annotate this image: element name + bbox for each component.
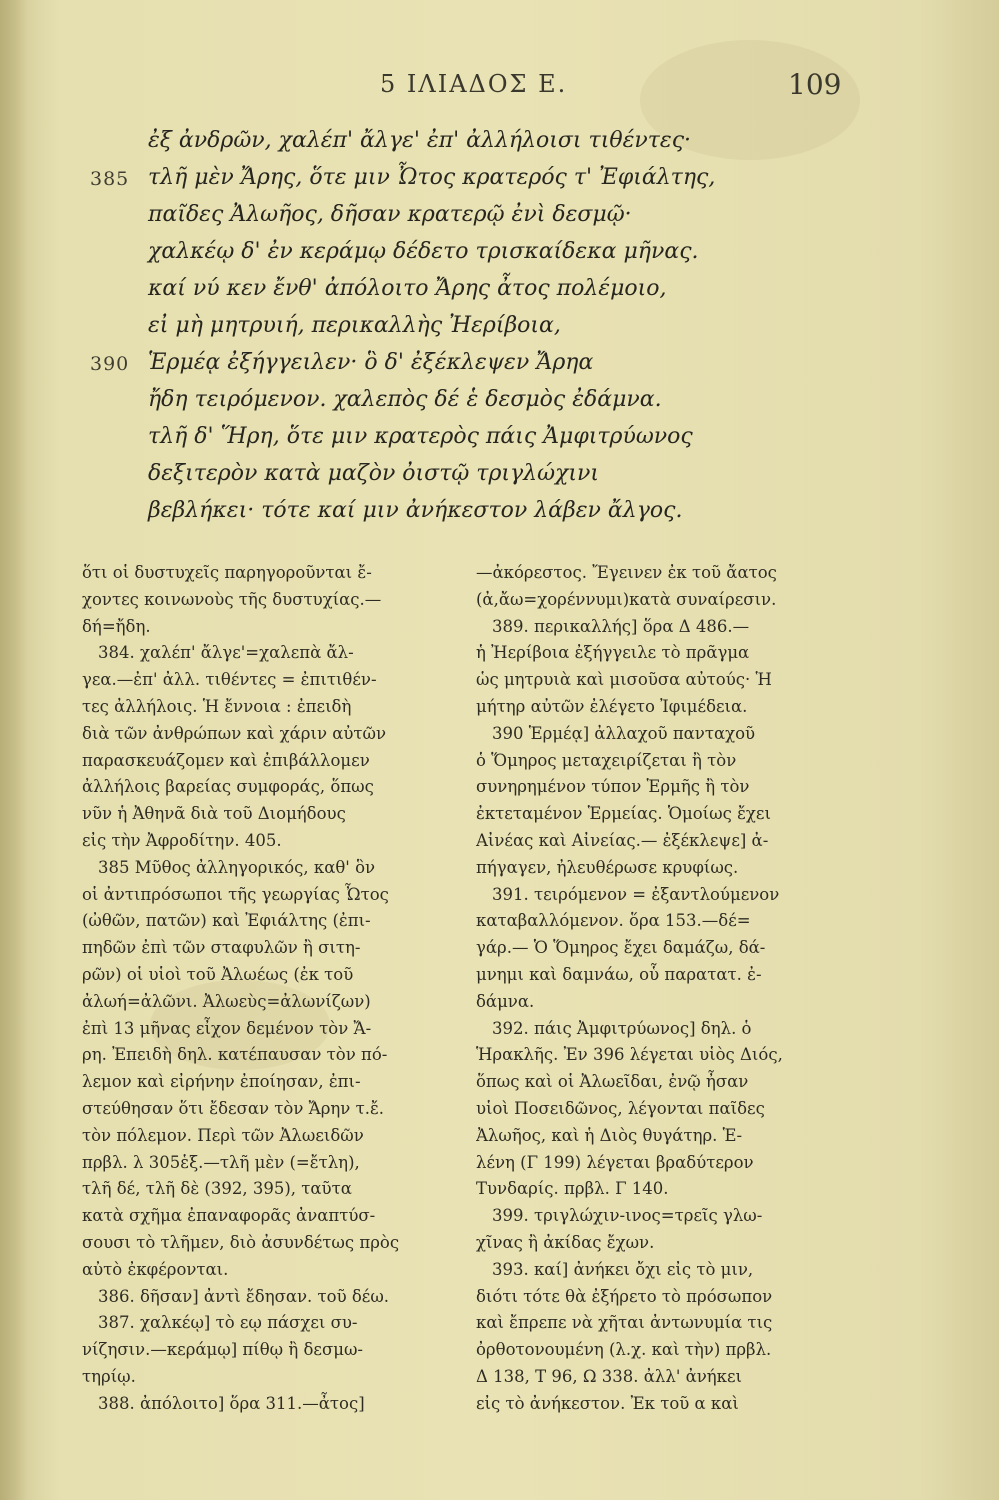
commentary-line: καὶ ἔπρεπε νὰ χῆται ἀντωνυμία τις: [476, 1313, 773, 1333]
commentary-line: 389. περικαλλής] ὅρα Δ 486.—: [492, 616, 750, 636]
commentary-line: ἐπὶ 13 μῆνας εἶχον δεμένον τὸν Ἄ-: [82, 1018, 372, 1038]
commentary-line: Ἀλωῆος, καὶ ἡ Διὸς θυγάτηρ. Ἑ-: [476, 1125, 743, 1145]
verse-block: [90, 128, 850, 535]
page-spine-shadow: [0, 0, 28, 1500]
commentary-line: ἡ Ἠερίβοια ἐξήγγειλε τὸ πρᾶγμα: [476, 643, 750, 663]
commentary-line: ρῶν) οἱ υἱοὶ τοῦ Ἀλωέως (ἐκ τοῦ: [82, 964, 354, 984]
verse-text: παῖδες Ἀλωῆος, δῆσαν κρατερῷ ἐνὶ δεσμῷ·: [148, 202, 632, 227]
commentary-line: (ἀ,ἄω=χορέννυμι)κατὰ συναίρεσιν.: [476, 589, 777, 609]
commentary-line: παρασκευάζομεν καὶ ἐπιβάλλομεν: [82, 750, 370, 770]
commentary-line: τὸν πόλεμον. Περὶ τῶν Ἀλωειδῶν: [82, 1125, 364, 1145]
commentary-line: χῖνας ἢ ἀκίδας ἔχων.: [476, 1232, 655, 1252]
commentary-line: πήγαγεν, ἠλευθέρωσε κρυφίως.: [476, 857, 739, 877]
verse-line: [90, 313, 850, 350]
commentary-line: ὅτι οἱ δυστυχεῖς παρηγοροῦνται ἔ-: [82, 563, 372, 582]
verse-line: [90, 350, 850, 387]
commentary-line: 384. χαλέπ' ἄλγε'=χαλεπὰ ἄλ-: [98, 643, 354, 663]
verse-line: [90, 276, 850, 313]
verse-line: [90, 128, 850, 165]
commentary-line: ὅπως καὶ οἱ Ἀλωεῖδαι, ἐνῷ ἦσαν: [476, 1072, 749, 1092]
page-number: 109: [788, 68, 842, 101]
verse-line: [90, 165, 850, 202]
commentary-line: διὰ τῶν ἀνθρώπων καὶ χάριν αὐτῶν: [82, 723, 387, 743]
commentary-line: ὡς μητρυιὰ καὶ μισοῦσα αὐτούς· Ἡ: [476, 670, 772, 690]
commentary-line: μνημι καὶ δαμνάω, οὗ παρατατ. ἐ-: [476, 964, 762, 984]
verse-line: [90, 424, 850, 461]
commentary-line: εἰς τὸ ἀνήκεστον. Ἐκ τοῦ α καὶ: [476, 1393, 739, 1413]
verse-line: [90, 498, 850, 535]
verse-number: 390: [90, 353, 130, 375]
verse-text: τλῆ δ' Ἥρη, ὅτε μιν κρατερὸς πάις Ἀμφιτρύωνος: [148, 424, 693, 449]
commentary-line: κατὰ σχῆμα ἐπαναφορᾶς ἀναπτύσ-: [82, 1206, 376, 1226]
commentary-line: πηδῶν ἐπὶ τῶν σταφυλῶν ἢ σιτη-: [82, 938, 361, 958]
commentary-left-column: [82, 560, 480, 1418]
verse-line: [90, 202, 850, 239]
commentary-line: 392. πάις Ἀμφιτρύωνος] δηλ. ὁ: [492, 1018, 752, 1038]
commentary-line: λεμον καὶ εἰρήνην ἐποίησαν, ἐπι-: [82, 1072, 361, 1092]
verse-text: καί νύ κεν ἔνθ' ἀπόλοιτο Ἄρης ἆτος πολέμοιο,: [148, 276, 667, 301]
commentary-line: 399. τριγλώχιν-ινος=τρεῖς γλω-: [492, 1206, 763, 1226]
verse-text: χαλκέῳ δ' ἐν κεράμῳ δέδετο τρισκαίδεκα μῆνας.: [148, 239, 699, 264]
commentary-line: καταβαλλόμενον. ὅρα 153.—δέ=: [476, 911, 751, 931]
commentary-line: οἱ ἀντιπρόσωποι τῆς γεωργίας Ὦτος: [82, 884, 389, 904]
verse-text: Ἑρμέᾳ ἐξήγγειλεν· ὃ δ' ἐξέκλεψεν Ἄρηα: [148, 350, 594, 375]
verse-number: 385: [90, 168, 130, 190]
commentary-line: μήτηρ αὐτῶν ἐλέγετο Ἰφιμέδεια.: [476, 696, 748, 716]
commentary-line: διότι τότε θὰ ἐξήρετο τὸ πρόσωπον: [476, 1286, 773, 1306]
verse-text: ἐξ ἀνδρῶν, χαλέπ' ἄλγε' ἐπ' ἀλλήλοισι τιθέντες·: [148, 128, 692, 153]
verse-text: ἤδη τειρόμενον. χαλεπὸς δέ ἑ δεσμὸς ἐδάμνα.: [148, 387, 662, 412]
commentary-line: ὁ Ὅμηρος μεταχειρίζεται ἢ τὸν: [476, 750, 737, 770]
commentary-line: δάμνα.: [476, 991, 535, 1011]
page-header: [0, 70, 999, 106]
commentary-line: τηρίῳ.: [82, 1366, 136, 1386]
commentary-line: πρβλ. λ 305ἑξ.—τλῆ μὲν (=ἔτλη),: [82, 1152, 360, 1172]
verse-line: [90, 239, 850, 276]
commentary-line: ἐκτεταμένον Ἑρμείας. Ὁμοίως ἔχει: [476, 804, 771, 824]
commentary-line: σουσι τὸ τλῆμεν, διὸ ἀσυνδέτως πρὸς: [82, 1232, 400, 1252]
verse-text: τλῆ μὲν Ἄρης, ὅτε μιν Ὦτος κρατερός τ' Ἐφιάλτης,: [148, 165, 716, 190]
commentary-right-column: [476, 560, 874, 1418]
commentary-line: Ἡρακλῆς. Ἐν 396 λέγεται υἱὸς Διός,: [476, 1045, 783, 1065]
commentary-line: 388. ἀπόλοιτο] ὅρα 311.—ἆτος]: [98, 1393, 365, 1413]
verse-text: εἰ μὴ μητρυιή, περικαλλὴς Ἠερίβοια,: [148, 313, 561, 338]
commentary-line: στεύθησαν ὅτι ἔδεσαν τὸν Ἄρην τ.ἔ.: [82, 1098, 385, 1118]
commentary-line: χοντες κοινωνοὺς τῆς δυστυχίας.—: [82, 589, 382, 609]
commentary-line: (ὠθῶν, πατῶν) καὶ Ἐφιάλτης (ἐπι-: [82, 911, 371, 931]
commentary-line: 390 Ἑρμέᾳ] ἀλλαχοῦ πανταχοῦ: [492, 723, 756, 743]
commentary-line: εἰς τὴν Ἀφροδίτην. 405.: [82, 830, 282, 850]
commentary-line: Αἰνέας καὶ Αἰνείας.— ἐξέκλεψε] ἀ-: [476, 830, 769, 850]
commentary-line: υἱοὶ Ποσειδῶνος, λέγονται παῖδες: [476, 1098, 765, 1118]
commentary-line: ρη. Ἐπειδὴ δηλ. κατέπαυσαν τὸν πό-: [82, 1045, 388, 1065]
commentary-line: συνηρημένον τύπον Ἑρμῆς ἢ τὸν: [476, 777, 750, 797]
verse-text: βεβλήκει· τότε καί μιν ἀνήκεστον λάβεν ἄλγος.: [148, 498, 683, 523]
commentary-line: 387. χαλκέῳ] τὸ εῳ πάσχει συ-: [98, 1313, 358, 1333]
commentary-line: γάρ.— Ὁ Ὅμηρος ἔχει δαμάζω, δά-: [476, 938, 766, 958]
verse-line: [90, 387, 850, 424]
commentary-line: λένη (Γ 199) λέγεται βραδύτερον: [476, 1152, 754, 1172]
commentary-line: νῦν ἡ Ἀθηνᾶ διὰ τοῦ Διομήδους: [82, 804, 346, 824]
commentary-line: 393. καί] ἀνήκει ὄχι εἰς τὸ μιν,: [492, 1259, 754, 1279]
commentary-line: 385 Μῦθος ἀλληγορικός, καθ' ὃν: [98, 857, 376, 877]
commentary-line: Δ 138, Τ 96, Ω 338. ἀλλ' ἀνήκει: [476, 1366, 743, 1386]
running-head: 5 ΙΛΙΑΔΟΣ Ε.: [380, 70, 568, 98]
commentary-line: δή=ἤδη.: [82, 616, 151, 636]
commentary-line: τλῆ δέ, τλῆ δὲ (392, 395), ταῦτα: [82, 1179, 352, 1199]
verse-text: δεξιτερὸν κατὰ μαζὸν ὀιστῷ τριγλώχινι: [148, 461, 600, 486]
commentary-line: ἀλλήλοις βαρείας συμφοράς, ὅπως: [82, 777, 374, 797]
commentary-line: 386. δῆσαν] ἀντὶ ἔδησαν. τοῦ δέω.: [98, 1286, 390, 1306]
verse-line: [90, 461, 850, 498]
commentary-line: ὀρθοτονουμένη (λ.χ. καὶ τὴν) πρβλ.: [476, 1340, 772, 1360]
commentary-line: 391. τειρόμενον = ἐξαντλούμενον: [492, 884, 780, 904]
commentary-line: αὐτὸ ἐκφέρονται.: [82, 1259, 229, 1279]
commentary-line: τες ἀλλήλοις. Ἡ ἔννοια : ἐπειδὴ: [82, 696, 352, 716]
commentary-line: γεα.—ἐπ' ἀλλ. τιθέντες = ἐπιτιθέν-: [82, 670, 377, 690]
commentary-line: νίζησιν.—κεράμῳ] πίθῳ ἢ δεσμω-: [82, 1340, 363, 1360]
commentary-line: —ἀκόρεστος. Ἔγεινεν ἐκ τοῦ ἄατος: [476, 563, 777, 582]
commentary-line: Τυνδαρίς. πρβλ. Γ 140.: [476, 1179, 669, 1199]
commentary-line: ἀλωή=ἀλῶνι. Ἀλωεὺς=ἀλωνίζων): [82, 991, 371, 1011]
